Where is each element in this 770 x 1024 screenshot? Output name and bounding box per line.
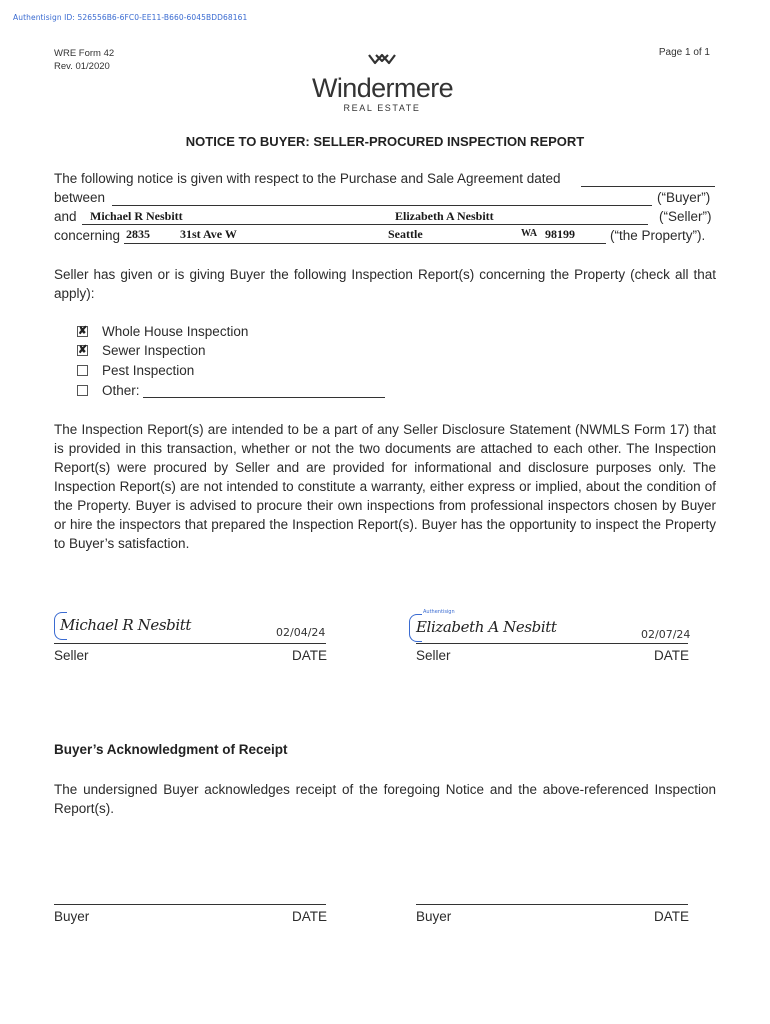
windermere-w-icon [367,52,397,66]
other-inspection-field[interactable] [143,397,385,398]
acknowledgment-text: The undersigned Buyer acknowledges receipt of the foregoing Notice and the above-referenced Inspection Report(s). [54,782,716,816]
check-item-label: Pest Inspection [102,363,195,378]
zip-value: 98199 [545,227,575,241]
body-paragraph: The Inspection Report(s) are intended to be a part of any Seller Disclosure Statement (NWMLS Form 17) that is provided in this transaction, whether or not the two documents are attached to each other. The Inspection Report(s) were procured by Seller and are provided for informational and disclosure purposes only. The Inspection Report(s) are not intended to constitute a warranty, either express or implied, about the condition of the Property. Buyer is advised to procure their own inspections from professional inspectors chosen by Buyer or hire the inspectors that prepared the Inspection Report(s). Buyer has the opportunity to inspect the Property to Buyer’s satisfaction. [54,422,716,551]
buyer-1-label: Buyer [54,909,90,924]
buyer-2-date-label: DATE [654,909,690,924]
auth-id: Authentisign ID: 526556B6-6FC0-EE11-B660-6045BDD68161 [13,13,248,22]
check-item-label: Other: [102,383,140,398]
checkbox[interactable]: ✘ [78,325,88,337]
page-indicator: Page 1 of 1 [658,47,710,58]
state-value: WA [521,228,538,239]
signature-tag: Authentisign [423,609,455,615]
checklist-prompt: Seller has given or is giving Buyer the following Inspection Report(s) concerning the Property (check all that apply): [54,267,716,301]
checkbox[interactable]: ✘ [78,344,88,356]
check-item-label: Sewer Inspection [102,343,206,358]
seller-2-signature-line[interactable] [416,643,688,644]
seller-1-date: 02/04/24 [276,626,326,639]
check-item-label: Whole House Inspection [102,324,249,339]
checkbox[interactable] [77,385,88,396]
form-revision: Rev. 01/2020 [54,61,110,72]
acknowledgment-heading: Buyer’s Acknowledgment of Receipt [54,742,288,757]
seller-1-signature-line[interactable] [54,643,326,644]
buyer-1-date-label: DATE [292,909,328,924]
street-name-value: 31st Ave W [180,227,237,241]
check-item-other[interactable] [77,383,140,398]
buyer-suffix: (“Buyer”) [657,190,711,205]
check-item-sewer[interactable] [77,343,206,358]
property-address-field[interactable] [124,243,606,244]
concerning-label: concerning [54,228,121,243]
checkbox[interactable] [77,365,88,376]
and-label: and [54,209,77,224]
check-item-pest[interactable] [77,363,194,378]
seller-2-signature: Elizabeth A Nesbitt [416,618,557,636]
form-id-block [54,47,114,73]
document-title: NOTICE TO BUYER: SELLER-PROCURED INSPECTION REPORT [185,134,585,149]
seller-2-date-label: DATE [654,648,690,663]
form-number: WRE Form 42 [54,48,115,59]
seller-1-label: Seller [54,648,89,663]
between-label: between [54,190,106,205]
buyer-2-signature-line[interactable] [416,904,688,905]
buyer-1-signature-line[interactable] [54,904,326,905]
street-number-value: 2835 [126,227,150,241]
buyer-name-field[interactable] [112,205,652,206]
seller-1-date-label: DATE [292,648,328,663]
agreement-date-field[interactable] [581,186,715,187]
seller-1-value: Michael R Nesbitt [90,209,183,223]
intro-line-1: The following notice is given with respect to the Purchase and Sale Agreement dated [54,171,561,186]
property-suffix: (“the Property”). [610,228,706,243]
buyer-2-label: Buyer [416,909,452,924]
seller-2-label: Seller [416,648,451,663]
seller-2-date: 02/07/24 [641,628,691,641]
seller-suffix: (“Seller”) [659,209,712,224]
company-logo [312,52,452,113]
seller-2-value: Elizabeth A Nesbitt [395,209,494,223]
check-item-whole-house[interactable] [77,324,248,339]
seller-1-signature: Michael R Nesbitt [60,616,192,634]
logo-subtitle: REAL ESTATE [343,103,421,113]
logo-wordmark: Windermere [312,73,454,103]
seller-name-field[interactable] [82,224,648,225]
city-value: Seattle [388,227,423,241]
